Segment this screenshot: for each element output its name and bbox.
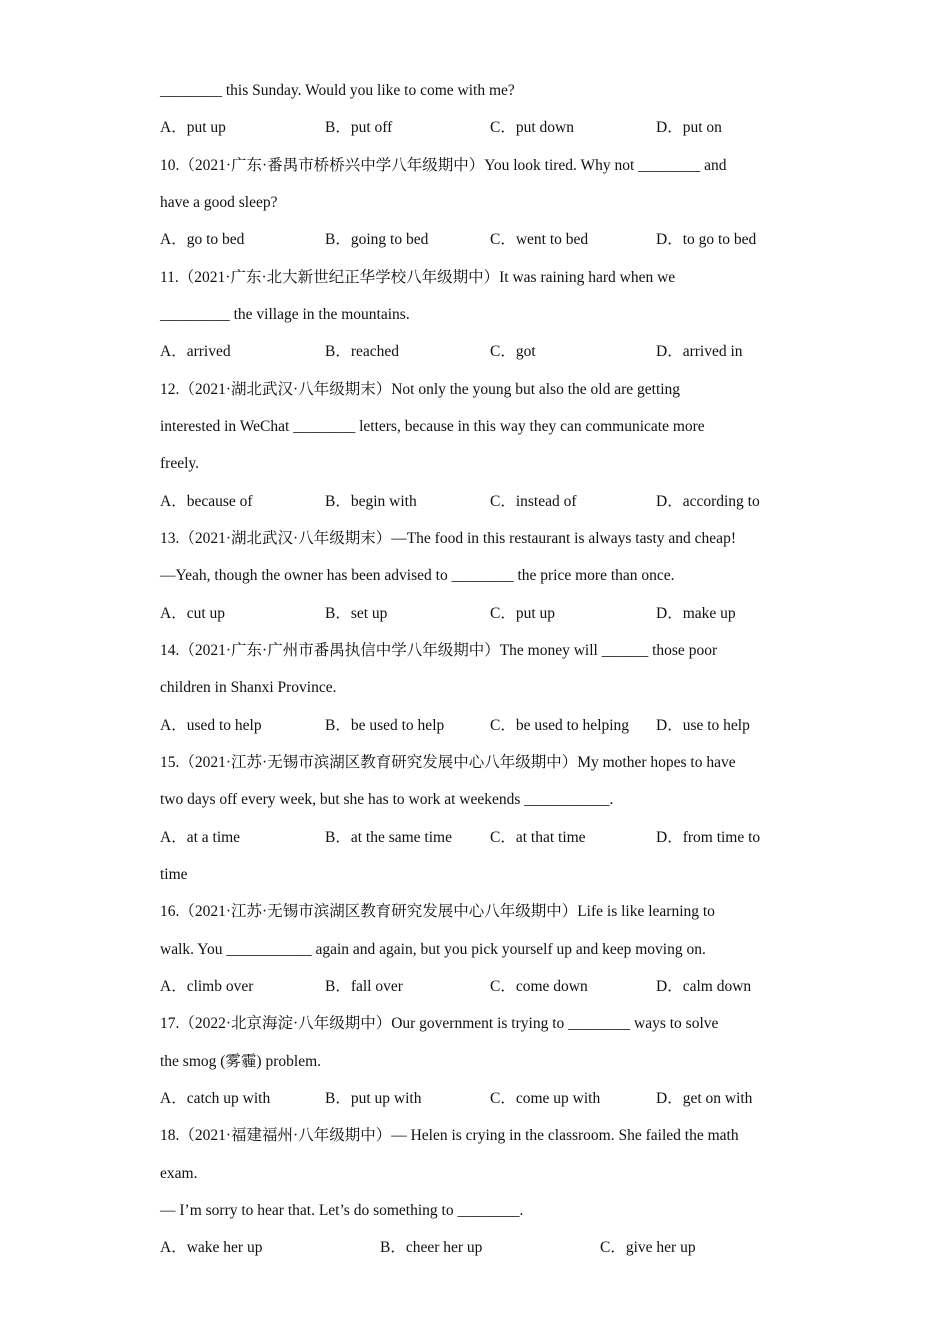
option-c[interactable]: C．be used to helping [490, 717, 630, 734]
option-c[interactable]: C．at that time [490, 829, 586, 846]
option-d[interactable]: D．according to [656, 493, 760, 510]
question-15-option-d-wrap: time [160, 866, 188, 883]
question-11-stem-cont: _________ the village in the mountains. [160, 306, 410, 323]
option-d[interactable]: D．from time to [656, 829, 761, 846]
option-d[interactable]: D．get on with [656, 1090, 753, 1107]
question-14-options [0, 716, 950, 736]
option-d[interactable]: D．to go to bed [656, 231, 757, 248]
option-a[interactable]: A．used to help [160, 717, 262, 734]
option-c[interactable]: C．come up with [490, 1090, 601, 1107]
option-a[interactable]: A．at a time [160, 829, 241, 846]
option-c[interactable]: C．went to bed [490, 231, 589, 248]
question-13-stem-cont: —Yeah, though the owner has been advised to ________ the price more than once. [160, 567, 675, 584]
question-12-stem-end: freely. [160, 455, 200, 472]
question-18-stem-cont: exam. [160, 1165, 198, 1182]
question-15-options [0, 828, 950, 848]
option-b[interactable]: B．fall over [325, 978, 403, 995]
option-c[interactable]: C．give her up [600, 1239, 696, 1256]
option-b[interactable]: B．at the same time [325, 829, 452, 846]
option-d[interactable]: D．calm down [656, 978, 752, 995]
question-12-stem: 12.（2021·湖北武汉·八年级期末）Not only the young but also the old are getting [160, 381, 681, 398]
option-c[interactable]: C．put up [490, 605, 556, 622]
option-d[interactable]: D．put on [656, 119, 722, 136]
question-13-stem: 13.（2021·湖北武汉·八年级期末）—The food in this restaurant is always tasty and cheap! [160, 530, 736, 547]
option-c[interactable]: C．put down [490, 119, 574, 136]
question-14-stem-cont: children in Shanxi Province. [160, 679, 337, 696]
option-a[interactable]: A．arrived [160, 343, 231, 360]
option-a[interactable]: A．climb over [160, 978, 254, 995]
option-c[interactable]: C．come down [490, 978, 588, 995]
question-16-stem: 16.（2021·江苏·无锡市滨湖区教育研究发展中心八年级期中）Life is like learning to [160, 903, 715, 920]
option-b[interactable]: B．going to bed [325, 231, 429, 248]
question-9-options [0, 118, 950, 138]
question-18-options [0, 1238, 950, 1258]
option-a[interactable]: A．catch up with [160, 1090, 271, 1107]
option-b[interactable]: B．be used to help [325, 717, 445, 734]
option-c[interactable]: C．instead of [490, 493, 577, 510]
option-a[interactable]: A．go to bed [160, 231, 245, 248]
option-d[interactable]: D．make up [656, 605, 736, 622]
option-b[interactable]: B．cheer her up [380, 1239, 483, 1256]
option-b[interactable]: B．begin with [325, 493, 417, 510]
question-17-options [0, 1089, 950, 1109]
option-d[interactable]: D．arrived in [656, 343, 743, 360]
question-12-stem-cont: interested in WeChat ________ letters, because in this way they can communicate more [160, 418, 705, 435]
question-14-stem: 14.（2021·广东·广州市番禺执信中学八年级期中）The money will ______ those poor [160, 642, 718, 659]
option-b[interactable]: B．set up [325, 605, 388, 622]
question-16-options [0, 977, 950, 997]
question-17-stem: 17.（2022·北京海淀·八年级期中）Our government is trying to ________ ways to solve [160, 1015, 719, 1032]
question-16-stem-cont: walk. You ___________ again and again, but you pick yourself up and keep moving on. [160, 941, 706, 958]
question-18-reply: — I’m sorry to hear that. Let’s do something to ________. [160, 1202, 524, 1219]
question-10-stem: 10.（2021·广东·番禺市桥桥兴中学八年级期中）You look tired. Why not ________ and [160, 157, 727, 174]
option-a[interactable]: A．wake her up [160, 1239, 263, 1256]
question-17-stem-cont: the smog (雾霾) problem. [160, 1053, 322, 1070]
question-9-stem-end: ________ this Sunday. Would you like to come with me? [160, 82, 515, 99]
question-15-stem-cont: two days off every week, but she has to work at weekends ___________. [160, 791, 614, 808]
question-12-options [0, 492, 950, 512]
option-c[interactable]: C．got [490, 343, 536, 360]
option-a[interactable]: A．cut up [160, 605, 226, 622]
option-a[interactable]: A．because of [160, 493, 253, 510]
option-b[interactable]: B．put up with [325, 1090, 422, 1107]
question-10-options [0, 230, 950, 250]
question-15-stem: 15.（2021·江苏·无锡市滨湖区教育研究发展中心八年级期中）My mother hopes to have [160, 754, 736, 771]
option-b[interactable]: B．reached [325, 343, 400, 360]
question-18-stem: 18.（2021·福建福州·八年级期中）— Helen is crying in the classroom. She failed the math [160, 1127, 739, 1144]
question-11-stem: 11.（2021·广东·北大新世纪正华学校八年级期中）It was raining hard when we [160, 269, 676, 286]
question-11-options [0, 342, 950, 362]
option-a[interactable]: A．put up [160, 119, 226, 136]
option-d[interactable]: D．use to help [656, 717, 750, 734]
question-10-stem-cont: have a good sleep? [160, 194, 278, 211]
question-13-options [0, 604, 950, 624]
option-b[interactable]: B．put off [325, 119, 393, 136]
